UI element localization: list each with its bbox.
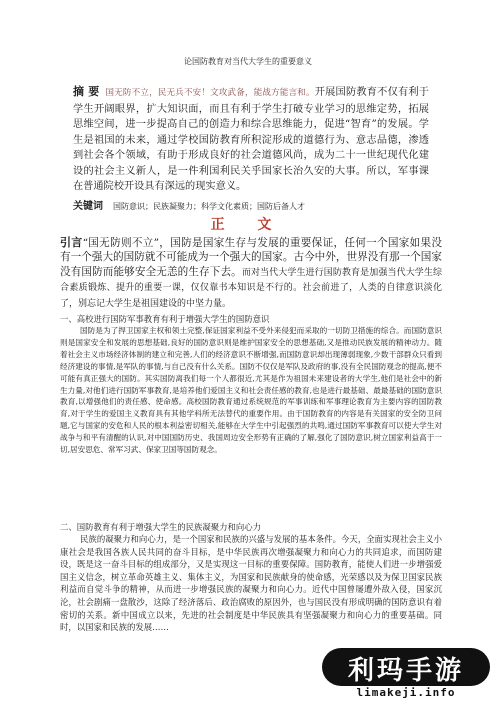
section-1-heading: 一、高校进行国防军事教育有利于增强大学生的国防意识 (60, 314, 270, 324)
watermark-url: limakeji.info (356, 686, 456, 699)
site-watermark (322, 648, 490, 700)
intro-tail: 而对当代大学生进行国防教育是加强当代大学生综合素质锻炼、提升的重要一课，仅仅靠书本知识是不行的。社会前进了，人类的自律意识淡化了，别忘记大学生是祖国建设的中坚力量。 (60, 267, 442, 309)
document-title: 论国防教育对当代大学生的重要意义 (184, 57, 312, 66)
section-2-heading: 二、国防教育有利于增强大学生的民族凝聚力和向心力 (60, 522, 261, 532)
intro-block (60, 236, 442, 311)
section-2-body: 民族的凝聚力和向心力，是一个国家和民族的兴盛与发展的基本条件。今天，全面实现社会主义小康社会是我国各族人民共同的奋斗目标，是中华民族再次增强凝聚力和向心力的共同追求，而国防建设，既是这一奋斗目标的组成部分，又是实现这一目标的重要保障。国防教育，能使人们进一步增强爱国主义信念，树立革命英雄主义、集体主义，为国家和民族献身的使命感，光荣感以及为保卫国家民族利益而自觉斗争的精神，从而进一步增强民族的凝聚力和向心力。近代中国曾屡遭外敌入侵，国家沉沦，社会剧痛一盘散沙，这除了经济落后、政治腐败的原因外，也与国民没有形成明确的国防意识有着密切的关系。新中国成立以来，先进的社会制度是中华民族具有坚强凝聚力和向心力的重要基础。同时，以国家和民族的发展…… (60, 534, 442, 633)
intro-heading: 引言 (60, 236, 83, 249)
keywords-block (73, 197, 429, 212)
abstract-lead: 国无防不立，民无兵不安！文攻武备，能战方能言和。 (105, 88, 315, 98)
watermark-brand: 利玛手游 (347, 656, 464, 686)
abstract-block (73, 84, 429, 195)
keywords-list: 国防意识；民族凝聚力；科学文化素质；国防后备人才 (113, 202, 305, 211)
main-section-title: 正 文 (210, 217, 286, 233)
section-1-body: 国防是为了捍卫国家主权和领土完整,保证国家利益不受外来侵犯而采取的一切防卫措施的综合。而国防意识则是国家安全和发展的思想基础,良好的国防意识则是维护国家安全的思想基础,又是推动民族发展的精神动力。随着社会主义市场经济体制的建立和完善,人们的经济意识不断增强,而国防意识却出现薄弱现象,少数干部群众只看到经济建设的事情,是军队的事情,与自己没有什么关系。国防不仅仅是军队及政府的事,没有全民国防观念的提高,便不可能有真正强大的国防。其实国防离我们每一个人都很近,尤其是作为祖国未来建设者的大学生,他们是社会中的新生力量,对他们进行国防军事教育,是培养他们爱国主义和社会责任感的教育,也是进行最基础、最最基础的国防意识教育,以增强他们的责任感、使命感。高校国防教育通过系统规范的军事训练和军事理论教育为主要内容的国防教育,对于学生的爱国主义教育具有其他学科所无法替代的重要作用。由于国防教育的内容是有关国家的安全防卫问题,它与国家的安危和人民的根本利益密切相关,能够在大学生中引起强烈的共鸣,通过国防军事教育可以使大学生对战争与和平有清醒的认识,对中国国防历史、我国周边安全形势有正确的了解,强化了国防意识,树立国家利益高于一切,居安思危、常军习武、保家卫国等国防观念。 (60, 326, 442, 455)
keywords-heading: 关键词 (73, 201, 103, 212)
intro-body: “国无防则不立”，国防是国家生存与发展的重要保证，任何一个国家如果没有一个强大的国防就不可能成为一个强大的国家。古今中外，世界没有那一个国家没有国防而能够安全无恙的生存下去。 (60, 237, 442, 278)
abstract-heading: 摘 要 (73, 85, 100, 98)
abstract-body: 开展国防教育不仅有利于学生开阔眼界，扩大知识面，而且有利于学生打破专业学习的思维定势，拓展思维空间，进一步提高自己的创造力和综合思维能力，促进“智育”的发展。学生是祖国的未来，通过学校国防教育所积淀形成的道德行为、意志品德，渗透到社会各个领域，有助于形成良好的社会道德风尚，成为二十一世纪现代化建设的社会主义新人，是一件利国利民关乎国家长治久安的大事。所以，军事课在普通院校开设具有深远的现实意义。 (73, 87, 429, 192)
